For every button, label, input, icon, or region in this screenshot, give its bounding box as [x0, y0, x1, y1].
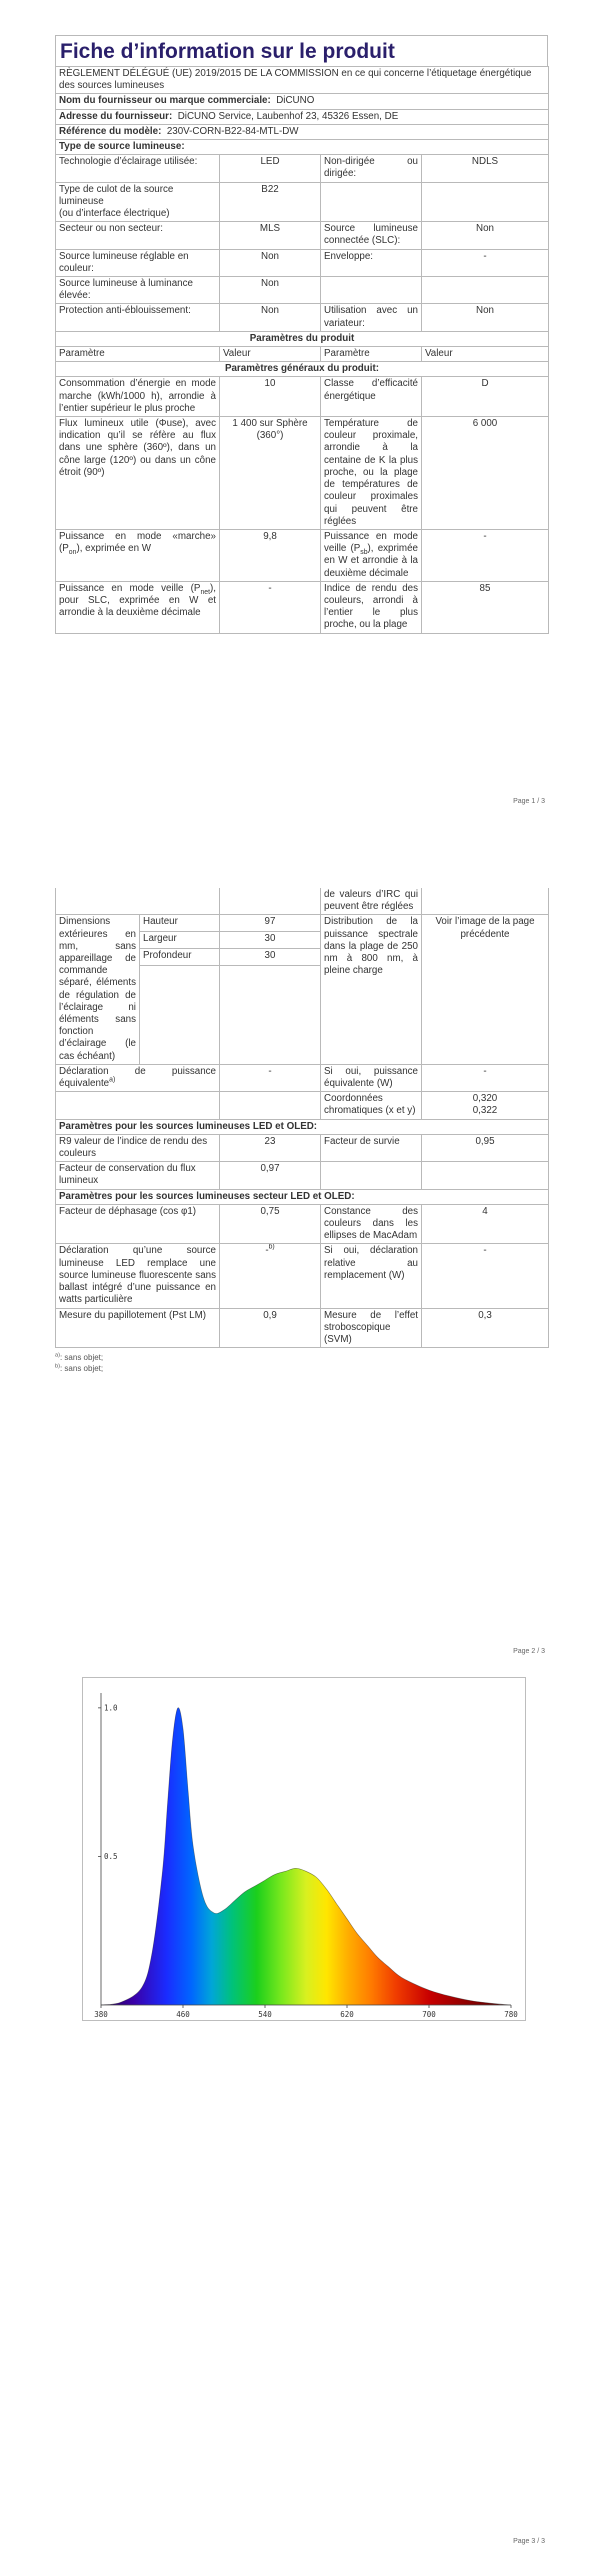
footnotes — [55, 1352, 548, 1374]
efficiency-class-value: D — [422, 377, 549, 417]
x-tick-label: 540 — [258, 2010, 272, 2019]
page-number-3: Page 3 / 3 — [513, 2538, 545, 2545]
column-header-row — [56, 347, 549, 362]
table-row — [56, 581, 549, 633]
replacement-label: Déclaration qu’une source lumineuse LED remplace une source lumineuse fluorescente sans ballast intégré d’une puissance en watts particulière — [56, 1244, 220, 1308]
spectrum-chart — [82, 1677, 526, 2021]
flicker-label: Mesure du papillotement (Pst LM) — [56, 1308, 220, 1348]
supplier-value: DiCUNO — [276, 95, 315, 107]
model-row — [56, 124, 549, 139]
dimensions-label: Dimensions extérieures en mm, sans appareillage de commande séparé, éléments de régulation de l’éclairage ni éléments sans fonction d’éclairage (le cas échéant) — [56, 915, 140, 1064]
dimension-name: Profondeur — [140, 949, 220, 966]
displacement-factor-value: 0,75 — [220, 1204, 321, 1244]
cap-label-2: (ou d’interface électrique) — [59, 208, 170, 220]
color-consistency-value: 4 — [422, 1204, 549, 1244]
energy-label: Consommation d’énergie en mode marche (kWh/1000 h), arrondie à l’entier supérieur le plus proche — [56, 377, 220, 417]
dimmer-label: Utilisation avec un variateur: — [321, 304, 422, 331]
chromaticity-y: 0,322 — [472, 1105, 498, 1117]
spectrum-area — [101, 1708, 511, 2005]
equivalent-power-value: - — [220, 1064, 321, 1091]
table-row — [56, 1064, 549, 1091]
mains-label: Secteur ou non secteur: — [56, 222, 220, 249]
color-tunable-label: Source lumineuse réglable en couleur: — [56, 249, 220, 276]
table-row — [56, 304, 549, 331]
energy-value: 10 — [220, 377, 321, 417]
table-row — [56, 1308, 549, 1348]
color-consistency-label: Constance des couleurs dans les ellipses de MacAdam — [321, 1204, 422, 1244]
tech-label: Technologie d’éclairage utilisée: — [56, 155, 220, 182]
tech-value: LED — [220, 155, 321, 182]
dimension-value: 30 — [220, 932, 321, 949]
led-header-row — [56, 1119, 549, 1134]
cct-label: Température de couleur proximale, arrondie à la centaine de K la plus proche, ou la plage de températures de couleur proximales qui peuvent être réglées — [321, 417, 422, 530]
standby-power-value: - — [422, 529, 549, 581]
regulation-text: RÈGLEMENT DÉLÉGUÉ (UE) 2019/2015 DE LA COMMISSION en ce qui concerne l’étiquetage énergétique des sources lumineuses — [56, 67, 549, 94]
secteur-header-row — [56, 1189, 549, 1204]
r9-label: R9 valeur de l’indice de rendu des couleurs — [56, 1134, 220, 1161]
source-type-header-row — [56, 140, 549, 155]
table-row — [56, 529, 549, 581]
address-value: DiCUNO Service, Laubenhof 23, 45326 Essen, DE — [177, 110, 399, 122]
anti-glare-label: Protection anti-éblouissement: — [56, 304, 220, 331]
connected-label: Source lumineuse connectée (SLC): — [321, 222, 422, 249]
supplier-row — [56, 94, 549, 109]
networked-standby-value: - — [220, 581, 321, 633]
spectrum-svg — [83, 1678, 525, 2020]
spectral-distribution-value: Voir l’image de la page précédente — [422, 915, 549, 1064]
lumen-maintenance-label: Facteur de conservation du flux lumineux — [56, 1162, 220, 1189]
general-header: Paramètres généraux du produit: — [56, 362, 549, 377]
x-tick-label: 780 — [504, 2010, 518, 2019]
x-tick-label: 700 — [422, 2010, 436, 2019]
regulation-row — [56, 67, 549, 94]
general-header-row — [56, 362, 549, 377]
product-info-table-continued — [55, 888, 549, 1348]
x-tick-label: 620 — [340, 2010, 354, 2019]
replacement-watt-label: Si oui, déclaration relative au remplacement (W) — [321, 1244, 422, 1308]
product-info-table — [55, 66, 549, 634]
address-row — [56, 109, 549, 124]
col-header-param-2: Paramètre — [321, 347, 422, 362]
table-row — [56, 417, 549, 530]
page-number-2: Page 2 / 3 — [513, 1648, 545, 1655]
dimension-value: 30 — [220, 949, 321, 966]
survival-factor-label: Facteur de survie — [321, 1134, 422, 1161]
table-row — [56, 1092, 549, 1119]
replacement-value: -$^{b)}$ — [220, 1244, 321, 1308]
mains-value: MLS — [220, 222, 321, 249]
color-tunable-value: Non — [220, 249, 321, 276]
table-row — [56, 182, 549, 222]
supplier-label: Nom du fournisseur ou marque commerciale: — [59, 95, 271, 107]
chromaticity-x: 0,320 — [472, 1093, 498, 1105]
envelope-label: Enveloppe: — [321, 249, 422, 276]
directional-label: Non-dirigée ou dirigée: — [321, 155, 422, 182]
lumen-maintenance-value: 0,97 — [220, 1162, 321, 1189]
datasheet-page-1 — [55, 35, 548, 634]
table-row — [56, 277, 549, 304]
cap-label: Type de culot de la source lumineuse — [59, 183, 174, 207]
envelope-value: - — [422, 249, 549, 276]
footnote: $^{a)}$: sans objet; — [55, 1352, 104, 1363]
col-header-value: Valeur — [220, 347, 321, 362]
spectral-distribution-label: Distribution de la puissance spectrale dans la plage de 250 nm à 800 nm, à pleine charge — [321, 915, 422, 1064]
cri-label-continued: de valeurs d’IRC qui peuvent être réglées — [321, 888, 422, 915]
high-luminance-label: Source lumineuse à luminance élevée: — [56, 277, 220, 304]
displacement-factor-label: Facteur de déphasage (cos φ1) — [56, 1204, 220, 1244]
col-header-value-2: Valeur — [422, 347, 549, 362]
dimension-name: Hauteur — [140, 915, 220, 932]
flicker-value: 0,9 — [220, 1308, 321, 1348]
replacement-watt-value: - — [422, 1244, 549, 1308]
dimmer-value: Non — [422, 304, 549, 331]
datasheet-page-2 — [55, 888, 548, 1374]
connected-value: Non — [422, 222, 549, 249]
chromaticity-label: Coordonnées chromatiques (x et y) — [321, 1092, 422, 1119]
footnote: $^{b)}$: sans objet; — [55, 1363, 104, 1374]
anti-glare-value: Non — [220, 304, 321, 331]
params-header: Paramètres du produit — [56, 331, 549, 346]
cri-label: Indice de rendu des couleurs, arrondi à l’entier le plus proche, ou la plage — [321, 581, 422, 633]
flux-label: Flux lumineux utile (Φuse), avec indication qu’il se réfère au flux dans une sphère (360º), dans un cône large (120º) ou dans un cône étroit (90º) — [56, 417, 220, 530]
x-tick-label: 460 — [176, 2010, 190, 2019]
directional-value: NDLS — [422, 155, 549, 182]
flux-value: 1 400 sur Sphère (360°) — [220, 417, 321, 530]
equivalent-watt-label: Si oui, puissance équivalente (W) — [321, 1064, 422, 1091]
x-tick-label: 380 — [94, 2010, 108, 2019]
cap-value: B22 — [220, 182, 321, 222]
on-power-value: 9,8 — [220, 529, 321, 581]
table-row — [56, 1162, 549, 1189]
r9-value: 23 — [220, 1134, 321, 1161]
on-power-label: Puissance en mode «marche» $(P_{on})$, exprimée en W — [56, 529, 220, 581]
high-luminance-value: Non — [220, 277, 321, 304]
page-number-1: Page 1 / 3 — [513, 798, 545, 805]
stroboscopic-value: 0,3 — [422, 1308, 549, 1348]
table-row — [56, 1204, 549, 1244]
table-row — [56, 249, 549, 276]
led-header: Paramètres pour les sources lumineuses LED et OLED: — [56, 1119, 549, 1134]
table-row — [56, 1134, 549, 1161]
table-row — [56, 222, 549, 249]
survival-factor-value: 0,95 — [422, 1134, 549, 1161]
address-label: Adresse du fournisseur: — [59, 110, 173, 122]
efficiency-class-label: Classe d’efficacité énergétique — [321, 377, 422, 417]
model-label: Référence du modèle: — [59, 125, 162, 137]
dimension-name: Largeur — [140, 932, 220, 949]
y-tick-label: 1.0 — [104, 1703, 118, 1713]
mains-led-header: Paramètres pour les sources lumineuses secteur LED et OLED: — [56, 1189, 549, 1204]
table-row — [56, 1244, 549, 1308]
table-row — [56, 377, 549, 417]
y-tick-label: 0.5 — [104, 1851, 118, 1861]
equivalent-watt-value: - — [422, 1064, 549, 1091]
table-row — [56, 888, 549, 915]
networked-standby-label: Puissance en mode veille $(P_{net})$, pour SLC, exprimée en W et arrondie à la deuxième décimale — [56, 581, 220, 633]
cct-value: 6 000 — [422, 417, 549, 530]
table-row — [56, 155, 549, 182]
params-header-row — [56, 331, 549, 346]
model-value: 230V-CORN-B22-84-MTL-DW — [166, 125, 299, 137]
stroboscopic-label: Mesure de l’effet stroboscopique (SVM) — [321, 1308, 422, 1348]
equivalent-power-label: Déclaration de puissance équivalente$^{a)}$ — [56, 1064, 220, 1091]
page-title: Fiche d’information sur le produit — [55, 35, 548, 66]
table-row — [56, 915, 549, 932]
dimension-value: 97 — [220, 915, 321, 932]
col-header-param: Paramètre — [56, 347, 220, 362]
standby-power-label: Puissance en mode veille $(P_{sb})$, exprimée en W et arrondie à la deuxième décimale — [321, 529, 422, 581]
cri-value: 85 — [422, 581, 549, 633]
source-type-header: Type de source lumineuse: — [56, 140, 549, 155]
